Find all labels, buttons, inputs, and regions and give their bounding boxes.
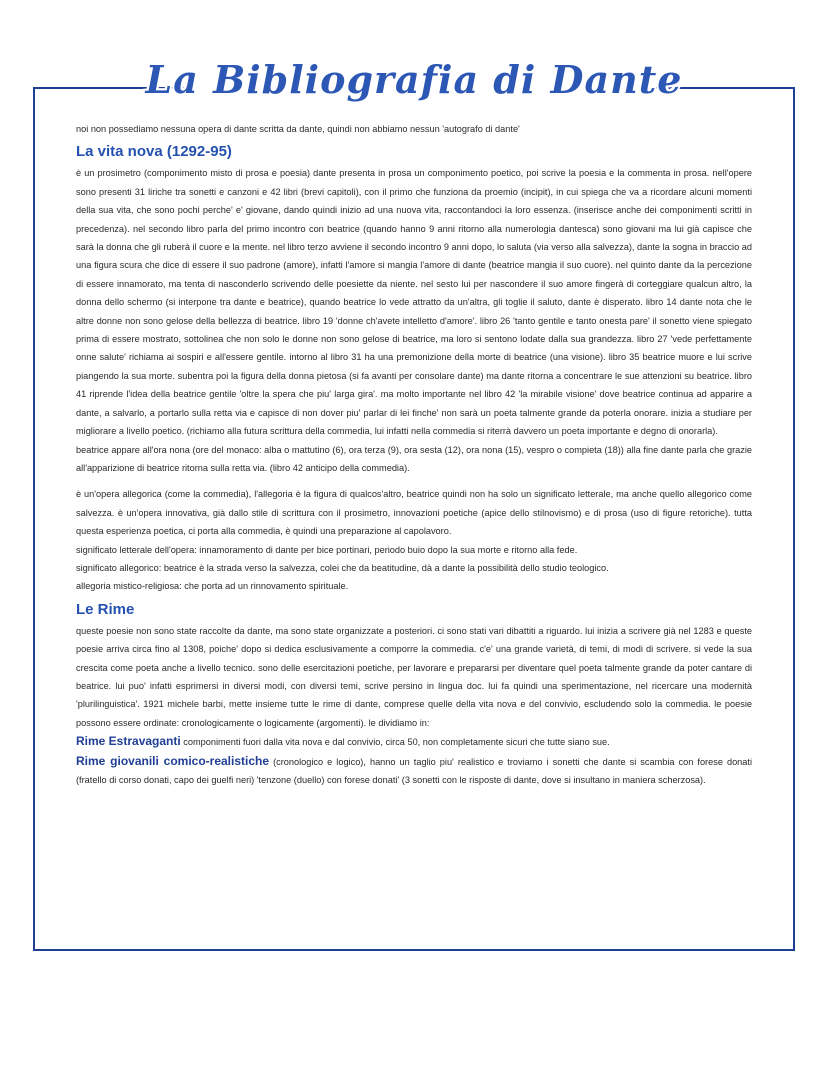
section-heading-vita-nova: La vita nova (1292-95) bbox=[76, 143, 232, 161]
rime-giovanili-text: (cronologico e logico), hanno un taglio piu' realistico e troviamo i sonetti che dante si scambia con forese donati (fratello di corso donati, capo dei guelfi neri) 'tenzone (duello) con forese donati' (3 sonetti con le risposte di dante, dove si insultano in maniera scherzosa). bbox=[76, 756, 752, 785]
vita-nova-paragraph-5: significato allegorico: beatrice è la strada verso la salvezza, colei che da beatitudine, dà a dante la possibilità dello studio teologico. bbox=[76, 562, 609, 573]
document-body bbox=[76, 120, 752, 789]
vita-nova-paragraph-3: è un'opera allegorica (come la commedia), l'allegoria è la figura di qualcos'altro, beatrice quindi non ha solo un significato letterale, ma anche quello allegorico come salvezza. è un'opera innovativa, già dallo stile di scrittura con il prosimetro, innovazioni poetiche (apice dello stilnovismo) e di prosa (uso di figure retoriche). tutta questa esperienza poetica, ci porta alla commedia, è quindi una preparazione al capolavoro. bbox=[76, 489, 752, 537]
rime-estravaganti-label: Rime Estravaganti bbox=[76, 734, 181, 749]
vita-nova-paragraph-1: è un prosimetro (componimento misto di prosa e poesia) dante presenta in prosa un componimento poetico, poi scrive la poesia e la commenta in prosa. nell'opere sono presenti 31 liriche tra sonetti e canzoni e 42 libri (brevi capitoli), con il primo che funziona da proemio (incipit), in cui spiega che va a ricordare alcuni momenti della sua vita, che sono pochi perche' e' giovane, dando quindi inizio ad una nuova vita, raccontandoci la loro essenza. (inserisce anche dei componimenti scritti in precedenza). nel secondo libro parla del primo incontro con beatrice (quando hanno 9 anni ritorno alla numerologia dantesca) sono giovani ma lui già capisce che sarà la donna che gli ruberà il cuore e la mente. nel libro terzo avviene il secondo incontro 9 anni dopo, lo saluta (via verso alla salvezza), dante la sogna in braccio ad una figura scura che dice di essere il suo padrone (amore), infatti l'amore si mangia l'amore di dante (beatrice mangia il suo cuore). nel quinto dante da la percezione di essere innamorato, ma tenta di nasconderlo scrivendo delle poesiette da niente. nel sesto lui per nascondere il suo amore fingerà di corteggiare qualcun altro, la donna dello schermo (si interpone tra dante e beatrice), quando beatrice lo vede attratto da un'altra, gli toglie il saluto, dante è disperato. libro 14 dante nota che le altre donne non sono gelose della bellezza di beatrice. libro 19 'donne ch'avete intelletto d'amore'. libro 26 'tanto gentile e tanto onesta pare' il sonetto viene spiegato prima di essere mostrato, sottolinea che non solo le donne non sono gelose di beatrice, ma loro si sentono lodate dalla sua grandezza. libro 27 'vede perfettamente onne salute' richiama ai sospiri e all'essere gentile. intorno al libro 31 ha una premonizione della morte di beatrice (una visione). libro 35 beatrice muore e lui scrive piangendo la sua morte. subentra poi la figura della donna pietosa (si fa avanti per consolare dante) ma dante ritorna a concentrare le sue attenzioni su beatrice. libro 41 riprende l'idea della beatrice gentile 'oltre la spera che piu' larga gira'. ma molto importante nel libro 42 'la mirabile visione' dove beatrice continua ad apparire a dante, a salvarlo, a portarlo sulla retta via e capisce di non dover piu' parlar di lei finche' non sarà un poeta talmente grande da poterla onorare. inizia a studiare per migliorare a livello poetico. (richiamo alla futura scrittura della commedia, lui infatti nella commedia si riterrà davvero un poeta importante e degno di onorarla). bbox=[76, 168, 752, 437]
intro-paragraph: noi non possediamo nessuna opera di dante scritta da dante, quindi non abbiamo nessun 'autografo di dante' bbox=[76, 124, 520, 134]
rime-giovanili-paragraph bbox=[76, 752, 752, 790]
rime-estravaganti-text: componimenti fuori dalla vita nova e dal convivio, circa 50, non completamente sicuri che tutte siano sue. bbox=[180, 737, 610, 748]
paragraph-spacer bbox=[76, 477, 752, 485]
vita-nova-paragraph-6: allegoria mistico-religiosa: che porta ad un rinnovamento spirituale. bbox=[76, 581, 349, 592]
vita-nova-paragraph-4: significato letterale dell'opera: innamoramento di dante per bice portinari, periodo buio dopo la sua morte e ritorno alla fede. bbox=[76, 544, 578, 555]
section-heading-rime: Le Rime bbox=[76, 600, 135, 618]
vita-nova-paragraph-2: beatrice appare all'ora nona (ore del monaco: alba o mattutino (6), ora terza (9), ora sesta (12), ora nona (15), vespro o compieta (18)) alla fine dante parla che grazie all'apparizione di beatrice ritorna sulla retta via. (libro 42 anticipo della commedia). bbox=[76, 444, 752, 473]
rime-paragraph-1: queste poesie non sono state raccolte da dante, ma sono state organizzate a posteriori. ci sono stati vari dibattiti a riguardo. lui inizia a scrivere già nel 1283 e queste poesie arriva circa fino al 1308, poiche' dopo si dedica esclusivamente a comporre la commedia. c'e' una grande varietà, di temi, di modi di scrivere. si vede la sua crescita come poeta anche a livello tecnico. sono delle esercitazioni poetiche, per lavorare e prepararsi per diventare quel poeta talmente grande da poter cantare di beatrice. lui puo' infatti esprimersi in diversi modi, con diversi temi, scrive persino in lingua doc. lui fa quindi una sperimentazione, nel ricercare una modernità 'plurilinguistica'. 1921 michele barbi, mette insieme tutte le rime di dante, comprese quelle della vita nova e del convivio, escludendo solo la commedia. le poesie possono essere ordinate: cronologicamente o logicamente (argomenti). le dividiamo in: bbox=[76, 625, 752, 728]
rime-giovanili-label: Rime giovanili comico-realistiche bbox=[76, 753, 270, 768]
rime-estravaganti-paragraph bbox=[76, 732, 752, 751]
page-title: La Bibliografia di Dante bbox=[145, 57, 683, 102]
